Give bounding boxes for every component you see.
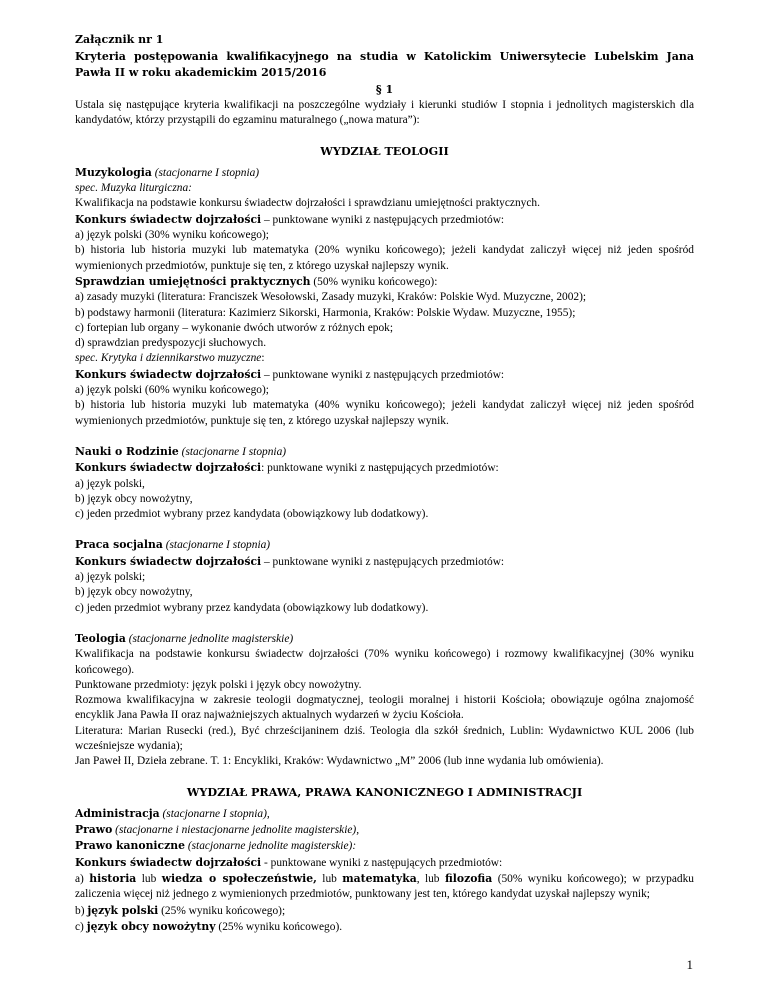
program-mode: (stacjonarne jednolite magisterskie): <box>187 840 357 853</box>
criteria-item: c) jeden przedmiot wybrany przez kandydata (obowiązkowy lub dodatkowy). <box>75 508 429 521</box>
paragraph-mark: § 1 <box>375 82 394 96</box>
criteria-item: a) język polski, <box>75 477 145 490</box>
criteria-item: a) język polski (60% wyniku końcowego); <box>75 384 269 397</box>
program-mode: (stacjonarne i niestacjonarne jednolite magisterskie), <box>115 824 360 837</box>
program-name: Prawo <box>75 823 113 837</box>
criteria-item: c) fortepian lub organy – wykonanie dwóch utworów z różnych epok; <box>75 321 394 334</box>
criteria-heading: Sprawdzian umiejętności praktycznych (50% wyniku końcowego): <box>75 274 438 288</box>
program-teologia <box>75 631 694 647</box>
program-prawo-kanoniczne <box>75 838 694 854</box>
program-text: Literatura: Marian Rusecki (red.), Być chrześcijaninem dziś. Teologia dla szkół średnich, Lublin: Wydawnictwo KUL 2006 (lub wcześniejsze wydania); <box>75 724 694 752</box>
document-title: Kryteria postępowania kwalifikacyjnego na studia w Katolickim Uniwersytecie Lubelskim Jana Pawła II w roku akademickim 2015/2016 <box>75 49 694 79</box>
criteria-item: c) jeden przedmiot wybrany przez kandydata (obowiązkowy lub dodatkowy). <box>75 601 429 614</box>
program-administracja <box>75 806 694 822</box>
criteria-heading: Konkurs świadectw dojrzałości – punktowane wyniki z następujących przedmiotów: <box>75 554 505 568</box>
program-mode: (stacjonarne jednolite magisterskie) <box>128 632 294 645</box>
criteria-item: b) historia lub historia muzyki lub matematyka (40% wyniku końcowego); jeżeli kandydat zaliczył więcej niż jeden spośród wymienionych przedmiotów, punktuje się ten, z którego uzyskał najlepszy wynik. <box>75 399 694 427</box>
criteria-item: a) język polski; <box>75 571 146 584</box>
criteria-heading: Konkurs świadectw dojrzałości – punktowane wyniki z następujących przedmiotów: <box>75 367 505 381</box>
program-name: Praca socjalna <box>75 538 163 552</box>
program-nauki-o-rodzinie <box>75 444 694 460</box>
program-name: Teologia <box>75 631 126 645</box>
page-number: 1 <box>686 957 693 972</box>
program-text: Rozmowa kwalifikacyjna w zakresie teologii dogmatycznej, teologii moralnej i historii Kościoła; obowiązuje ogólna znajomość encyklik Jana Pawła II oraz najważniejszych aktualnych wydarzeń w życiu Kościoła. <box>75 694 694 722</box>
criteria-item: c) język obcy nowożytny (25% wyniku końcowego). <box>75 919 343 933</box>
criteria-heading: Konkurs świadectw dojrzałości - punktowane wyniki z następujących przedmiotów: <box>75 855 503 869</box>
program-mode: (stacjonarne I stopnia) <box>154 166 260 179</box>
criteria-item: a) zasady muzyki (literatura: Franciszek Wesołowski, Zasady muzyki, Kraków: Polskie Wyd. Muzyczne, 2002); <box>75 291 587 304</box>
specialization-label: spec. Muzyka liturgiczna: <box>75 182 192 195</box>
criteria-heading: Konkurs świadectw dojrzałości: punktowane wyniki z następujących przedmiotów: <box>75 461 499 475</box>
intro-text: Ustala się następujące kryteria kwalifikacji na poszczególne wydziały i kierunki studiów I stopnia i jednolitych magisterskich dla kandydatów, którzy przystąpili do egzaminu maturalnego („nowa matura”): <box>75 99 694 127</box>
program-text: Jan Paweł II, Dzieła zebrane. T. 1: Encykliki, Kraków: Wydawnictwo „M” 2006 (lub inne wydania lub omówienia). <box>75 755 604 768</box>
section-heading-prawo: WYDZIAŁ PRAWA, PRAWA KANONICZNEGO I ADMINISTRACJI <box>186 784 583 799</box>
criteria-item: b) język obcy nowożytny, <box>75 586 193 599</box>
criteria-item: a) język polski (30% wyniku końcowego); <box>75 229 269 242</box>
criteria-item: b) język obcy nowożytny, <box>75 492 193 505</box>
criteria-item: d) sprawdzian predyspozycji słuchowych. <box>75 337 267 350</box>
program-prawo <box>75 822 694 838</box>
program-name: Prawo kanoniczne <box>75 839 185 853</box>
program-name: Muzykologia <box>75 165 152 179</box>
specialization-label: spec. Krytyka i dziennikarstwo muzyczne: <box>75 352 265 365</box>
program-muzykologia <box>75 165 694 181</box>
qualification-basis: Kwalifikacja na podstawie konkursu świadectw dojrzałości i sprawdzianu umiejętności praktycznych. <box>75 197 540 210</box>
program-name: Nauki o Rodzinie <box>75 444 179 458</box>
criteria-item: b) język polski (25% wyniku końcowego); <box>75 903 286 917</box>
program-mode: (stacjonarne I stopnia), <box>162 807 270 820</box>
section-heading-teologia: WYDZIAŁ TEOLOGII <box>320 143 449 158</box>
criteria-item: b) historia lub historia muzyki lub matematyka (20% wyniku końcowego); jeżeli kandydat zaliczył więcej niż jeden spośród wymienionych przedmiotów, punktuje się ten, z którego uzyskał najlepszy wynik. <box>75 244 694 272</box>
criteria-heading: Konkurs świadectw dojrzałości – punktowane wyniki z następujących przedmiotów: <box>75 212 505 226</box>
document-page <box>75 32 694 935</box>
criteria-item: a) historia lub wiedza o społeczeństwie, lub matematyka, lub filozofia (50% wyniku końcowego); w przypadku zaliczenia więcej niż jednego z wymienionych przedmiotów, punktowany jest ten, którego kandydat uzyskał najlepszy wynik; <box>75 872 694 901</box>
criteria-item: b) podstawy harmonii (literatura: Kazimierz Sikorski, Harmonia, Kraków: Polskie Wydaw. Muzyczne, 1955); <box>75 306 576 319</box>
program-name: Administracja <box>75 806 160 820</box>
program-mode: (stacjonarne I stopnia) <box>181 445 287 458</box>
program-text: Punktowane przedmioty: język polski i język obcy nowożytny. <box>75 678 362 691</box>
program-text: Kwalifikacja na podstawie konkursu świadectw dojrzałości (70% wyniku końcowego) i rozmowy kwalifikacyjnej (30% wyniku końcowego). <box>75 648 694 676</box>
attachment-label: Załącznik nr 1 <box>75 33 164 46</box>
program-mode: (stacjonarne I stopnia) <box>165 539 271 552</box>
program-praca-socjalna <box>75 537 694 553</box>
